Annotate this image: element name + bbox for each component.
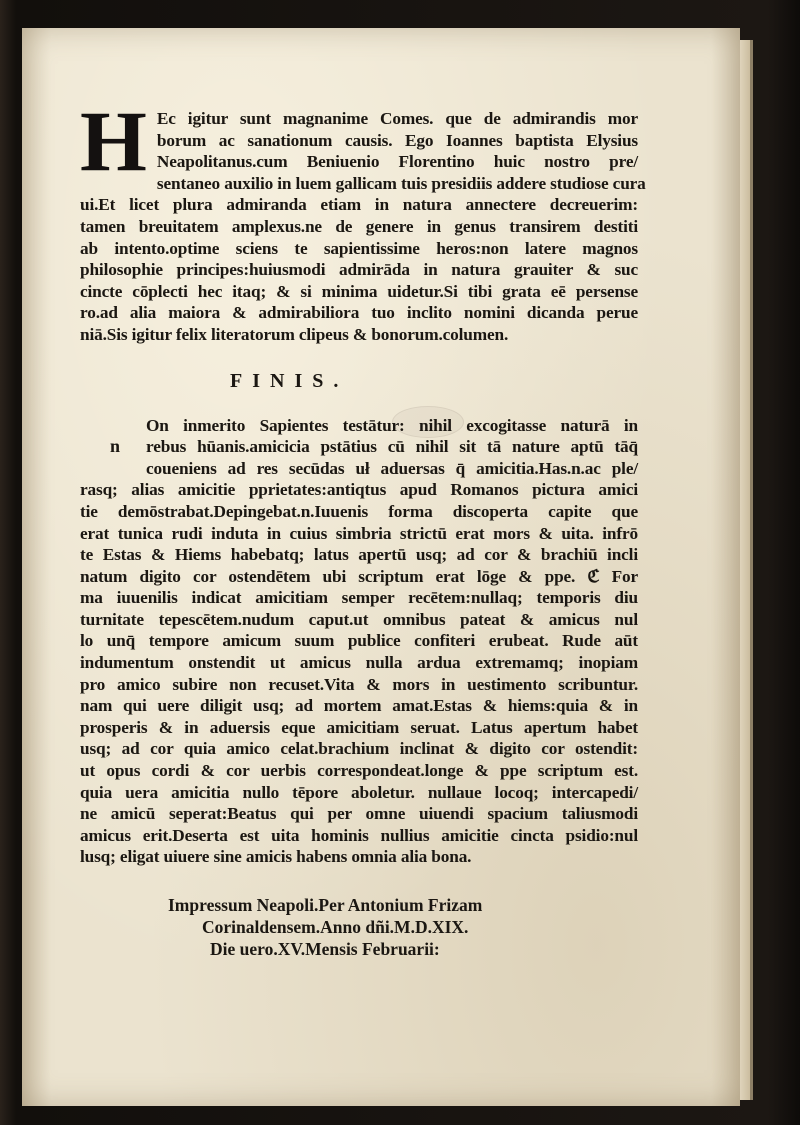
paragraph-2-text — [80, 415, 638, 868]
text-line: pro amico subire non recuset.Vita & mors in uestimento scribuntur. — [80, 674, 638, 694]
text-line: ab intento.optime sciens te sapientissime heros:non latere magnos — [80, 238, 638, 258]
text-line: Ec igitur sunt magnanime Comes. que de admirandis mor — [156, 109, 638, 128]
text-line: usq; ad cor quia amico celat.brachium inclinat & digito cor ostendit: — [80, 739, 638, 759]
colophon-line: Die uero.XV.Mensis Februarii: — [210, 939, 440, 959]
paragraph-dedication — [80, 93, 646, 346]
colophon-line: Corinaldensem.Anno dñi.M.D.XIX. — [202, 917, 469, 937]
text-line: ne amicū seperat:Beatus qui per omne uiuendi spacium taliusmodi — [80, 804, 638, 824]
text-line: lo unq̄ tempore amicum suum publice confiteri erubeat. Rude aūt — [80, 631, 638, 651]
text-block — [80, 93, 646, 960]
text-line: amicus erit.Deserta est uita hominis nullius amicitie cincta psidio:nul — [80, 825, 638, 845]
text-line: quia uera amicitia nullo tēpore aboletur. nullaue locoq; intercapedi/ — [80, 782, 638, 802]
text-line: nam qui uere diligit usq; ad mortem amat.Estas & hiems:quia & in — [80, 696, 638, 716]
text-line: rasq; alias amicitie pprietates:antiqtus apud Romanos pictura amici — [80, 480, 638, 500]
text-line: indumentum onstendit ut amicus nulla ardua extremamq; inopiam — [80, 653, 638, 673]
colophon — [80, 894, 638, 960]
paragraph-friendship — [80, 415, 638, 868]
book-page — [22, 28, 740, 1106]
text-line: natum digito cor ostendētem ubi scriptum erat lōge & ppe. ℭ For — [80, 566, 638, 586]
text-line: prosperis & in aduersis eque amicitiam seruat. Latus apertum habet — [80, 717, 638, 737]
text-line: turnitate tepescētem.nudum caput.ut omnibus pateat & amicus nul — [80, 609, 638, 629]
text-line: erat tunica rudi induta in cuius simbria strictū erat mors & uita. infrō — [80, 523, 638, 543]
text-line: Neapolitanus.cum Beniuenio Florentino huic nostro pre/ — [156, 152, 638, 172]
text-line: tamen breuitatem amplexus.ne de genere in genus transirem destiti — [80, 216, 638, 236]
text-line: tie demōstrabat.Depingebat.n.Iuuenis forma discoperta capite que — [80, 501, 638, 521]
text-line: philosophie principes:huiusmodi admirāda in natura grauiter & suc — [80, 260, 638, 280]
text-line: cincte cōplecti hec itaq; & si minima uidetur.Si tibi grata eē persense — [80, 281, 638, 301]
paragraph-1-text — [80, 93, 646, 346]
text-line: niā.Sis igitur felix literatorum clipeus & bonorum.columen. — [80, 324, 509, 344]
text-line: sentaneo auxilio in luem gallicam tuis presidiis addere studiose cura — [156, 173, 646, 193]
text-line: coueniens ad res secūdas uł aduersas q̄ amicitia.Has.n.ac ple/ — [146, 458, 638, 478]
text-line: ut opus cordi & cor uerbis correspondeat.longe & ppe scriptum est. — [80, 761, 638, 781]
text-line: ro.ad alia maiora & admirabiliora tuo inclito nomini dicanda perue — [80, 303, 638, 323]
text-line: borum ac sanationum causis. Ego Ioannes baptista Elysius — [156, 130, 638, 150]
lead-letter: n — [110, 435, 121, 456]
colophon-line: Impressum Neapoli.Per Antonium Frizam — [168, 895, 483, 915]
text-line: lusq; eligat uiuere sine amicis habens omnia alia bona. — [80, 847, 472, 867]
drop-cap-initial: H — [80, 93, 147, 189]
text-line: ui.Et licet plura admiranda etiam in natura annectere decreuerim: — [80, 195, 638, 215]
text-line: ma iuuenilis indicat amicitiam semper recētem:nullaq; temporis diu — [80, 588, 638, 608]
text-line: te Estas & Hiems habebatq; latus apertū usq; ad cor & brachiū incli — [80, 545, 638, 565]
text-line: On inmerito Sapientes testātur: nihil excogitasse naturā in — [146, 415, 638, 435]
finis-heading: FINIS. — [230, 369, 349, 392]
text-line: rebus hūanis.amicicia pstātius cū nihil sit tā nature aptū tāq̄ — [146, 437, 638, 457]
